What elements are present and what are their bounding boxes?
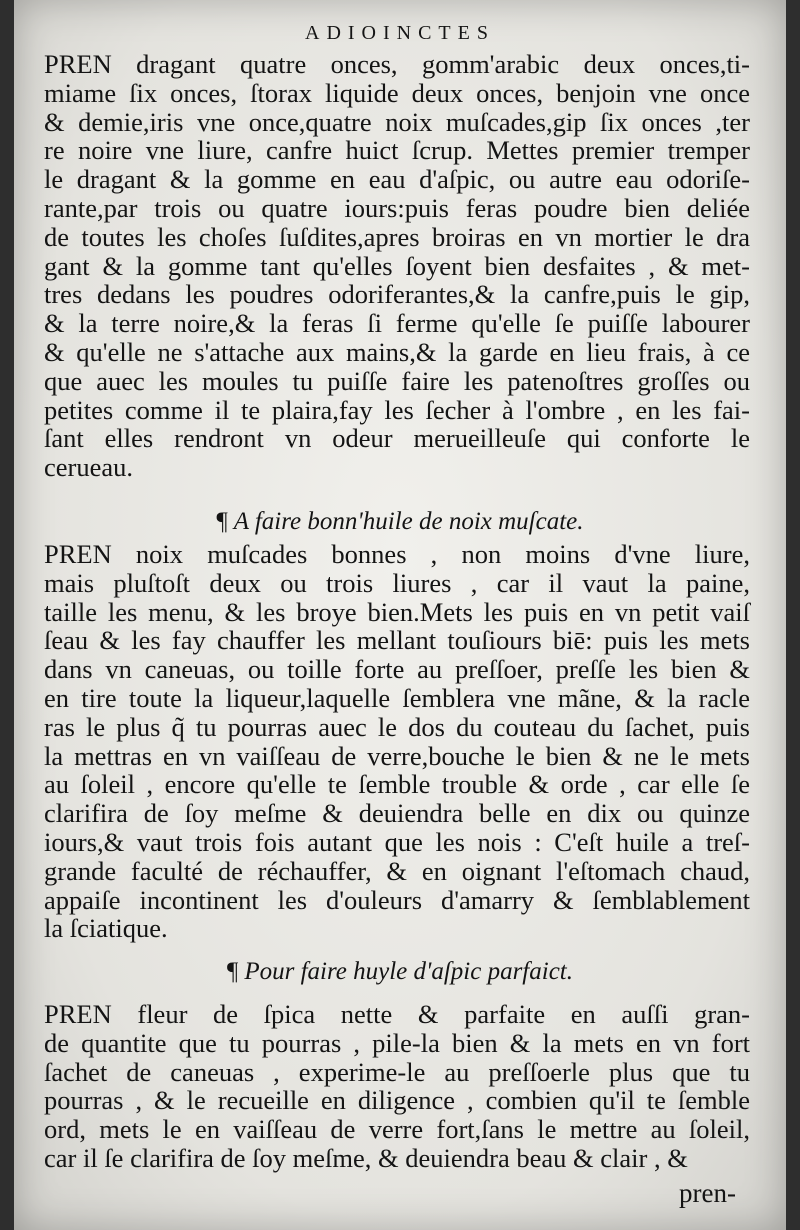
text-line: rante,par trois ou quatre iours:puis feras poudre bien deliée — [44, 192, 750, 223]
text-line: ſeau & les fay chauffer les mellant touſiours biē: puis les mets — [44, 625, 750, 656]
paragraph-dragant — [44, 50, 750, 482]
pilcrow-icon: ¶ — [226, 958, 239, 985]
catchword: pren- — [679, 1178, 736, 1208]
paragraph-noix-muscate — [44, 540, 750, 943]
text-line: ord, mets le en vaiſſeau de verre fort,ſans le mettre au ſoleil, — [44, 1114, 750, 1145]
text-line: mais pluſtoſt deux ou trois liures , car il vaut la paine, — [44, 567, 750, 598]
text-line: pourras , & le recueille en diligence , combien qu'il te ſemble — [44, 1085, 750, 1116]
text-line: en tire toute la liqueur,laquelle ſemblera vne mãne, & la racle — [44, 682, 750, 713]
heading-huile-noix-muscate — [14, 508, 786, 536]
text-line: ſant elles rendront vn odeur merueilleuſe qui conforte le — [44, 423, 750, 454]
text-line: PREN dragant quatre onces, gomm'arabic deux onces,ti- — [44, 49, 750, 79]
pilcrow-icon: ¶ — [216, 508, 228, 535]
running-head: ADIOINCTES — [305, 22, 495, 44]
text-line: dans vn caneuas, ou toille forte au preſſoer, preſſe les bien & — [44, 654, 750, 685]
paragraph-huyle-aspic — [44, 1000, 750, 1173]
text-line: appaiſe incontinent les d'ouleurs d'amarry & ſemblablement — [44, 884, 750, 915]
text-line: ſachet de caneuas , experime-le au preſſoerle plus que tu — [44, 1056, 750, 1087]
text-line: grande faculté de réchauffer, & en oignant l'eſtomach chaud, — [44, 855, 750, 886]
text-line: cerueau. — [44, 452, 133, 483]
text-line: car il ſe clarifira de ſoy meſme, & deuiendra beau & clair , & — [44, 1142, 688, 1173]
text-line: tres dedans les poudres odoriferantes,& la canfre,puis le gip, — [44, 279, 750, 310]
text-line: que auec les moules tu puiſſe faire les patenoſtres groſſes ou — [44, 365, 750, 396]
text-line: de quantite que tu pourras , pile-la bien & la mets en vn fort — [44, 1027, 750, 1058]
heading-text: A faire bonn'huile de noix muſcate. — [233, 508, 584, 535]
book-page — [14, 0, 786, 1230]
text-line: iours,& vaut trois fois autant que les nois : C'eſt huile a treſ- — [44, 826, 750, 857]
text-line: PREN noix muſcades bonnes , non moins d'vne liure, — [44, 539, 750, 569]
text-line: gant & la gomme tant qu'elles ſoyent bien desfaites , & met- — [44, 250, 750, 281]
text-line: au ſoleil , encore qu'elle te ſemble trouble & orde , car elle ſe — [44, 769, 750, 800]
heading-huyle-aspic — [14, 958, 786, 986]
heading-text: Pour faire huyle d'aſpic parfaict. — [244, 958, 573, 985]
text-line: petites comme il te plaira,fay les ſecher à l'ombre , en les fai- — [44, 394, 750, 425]
text-line: re noire vne liure, canfre huict ſcrup. Mettes premier tremper — [44, 135, 750, 166]
text-line: la mettras en vn vaiſſeau de verre,bouche le bien & ne le mets — [44, 740, 750, 771]
text-line: de toutes les choſes ſuſdites,apres broiras en vn mortier le dra — [44, 221, 750, 252]
text-line: & qu'elle ne s'attache aux mains,& la garde en lieu frais, à ce — [44, 336, 750, 367]
text-line: la ſciatique. — [44, 913, 168, 944]
text-line: & la terre noire,& la feras ſi ferme qu'elle ſe puiſſe labourer — [44, 308, 750, 339]
text-line: miame ſix onces, ſtorax liquide deux onces, benjoin vne once — [44, 77, 750, 108]
text-line: & demie,iris vne once,quatre noix muſcades,gip ſix onces ,ter — [44, 106, 750, 137]
text-line: ras le plus q̃ tu pourras auec le dos du couteau du ſachet, puis — [44, 711, 750, 742]
text-line: taille les menu, & les broye bien.Mets les puis en vn petit vaiſ — [44, 596, 750, 627]
text-line: le dragant & la gomme en eau d'aſpic, ou autre eau odoriſe- — [44, 164, 750, 195]
text-line: PREN fleur de ſpica nette & parfaite en auſſi gran- — [44, 999, 750, 1029]
text-line: clarifira de ſoy meſme & deuiendra belle en dix ou quinze — [44, 798, 750, 829]
